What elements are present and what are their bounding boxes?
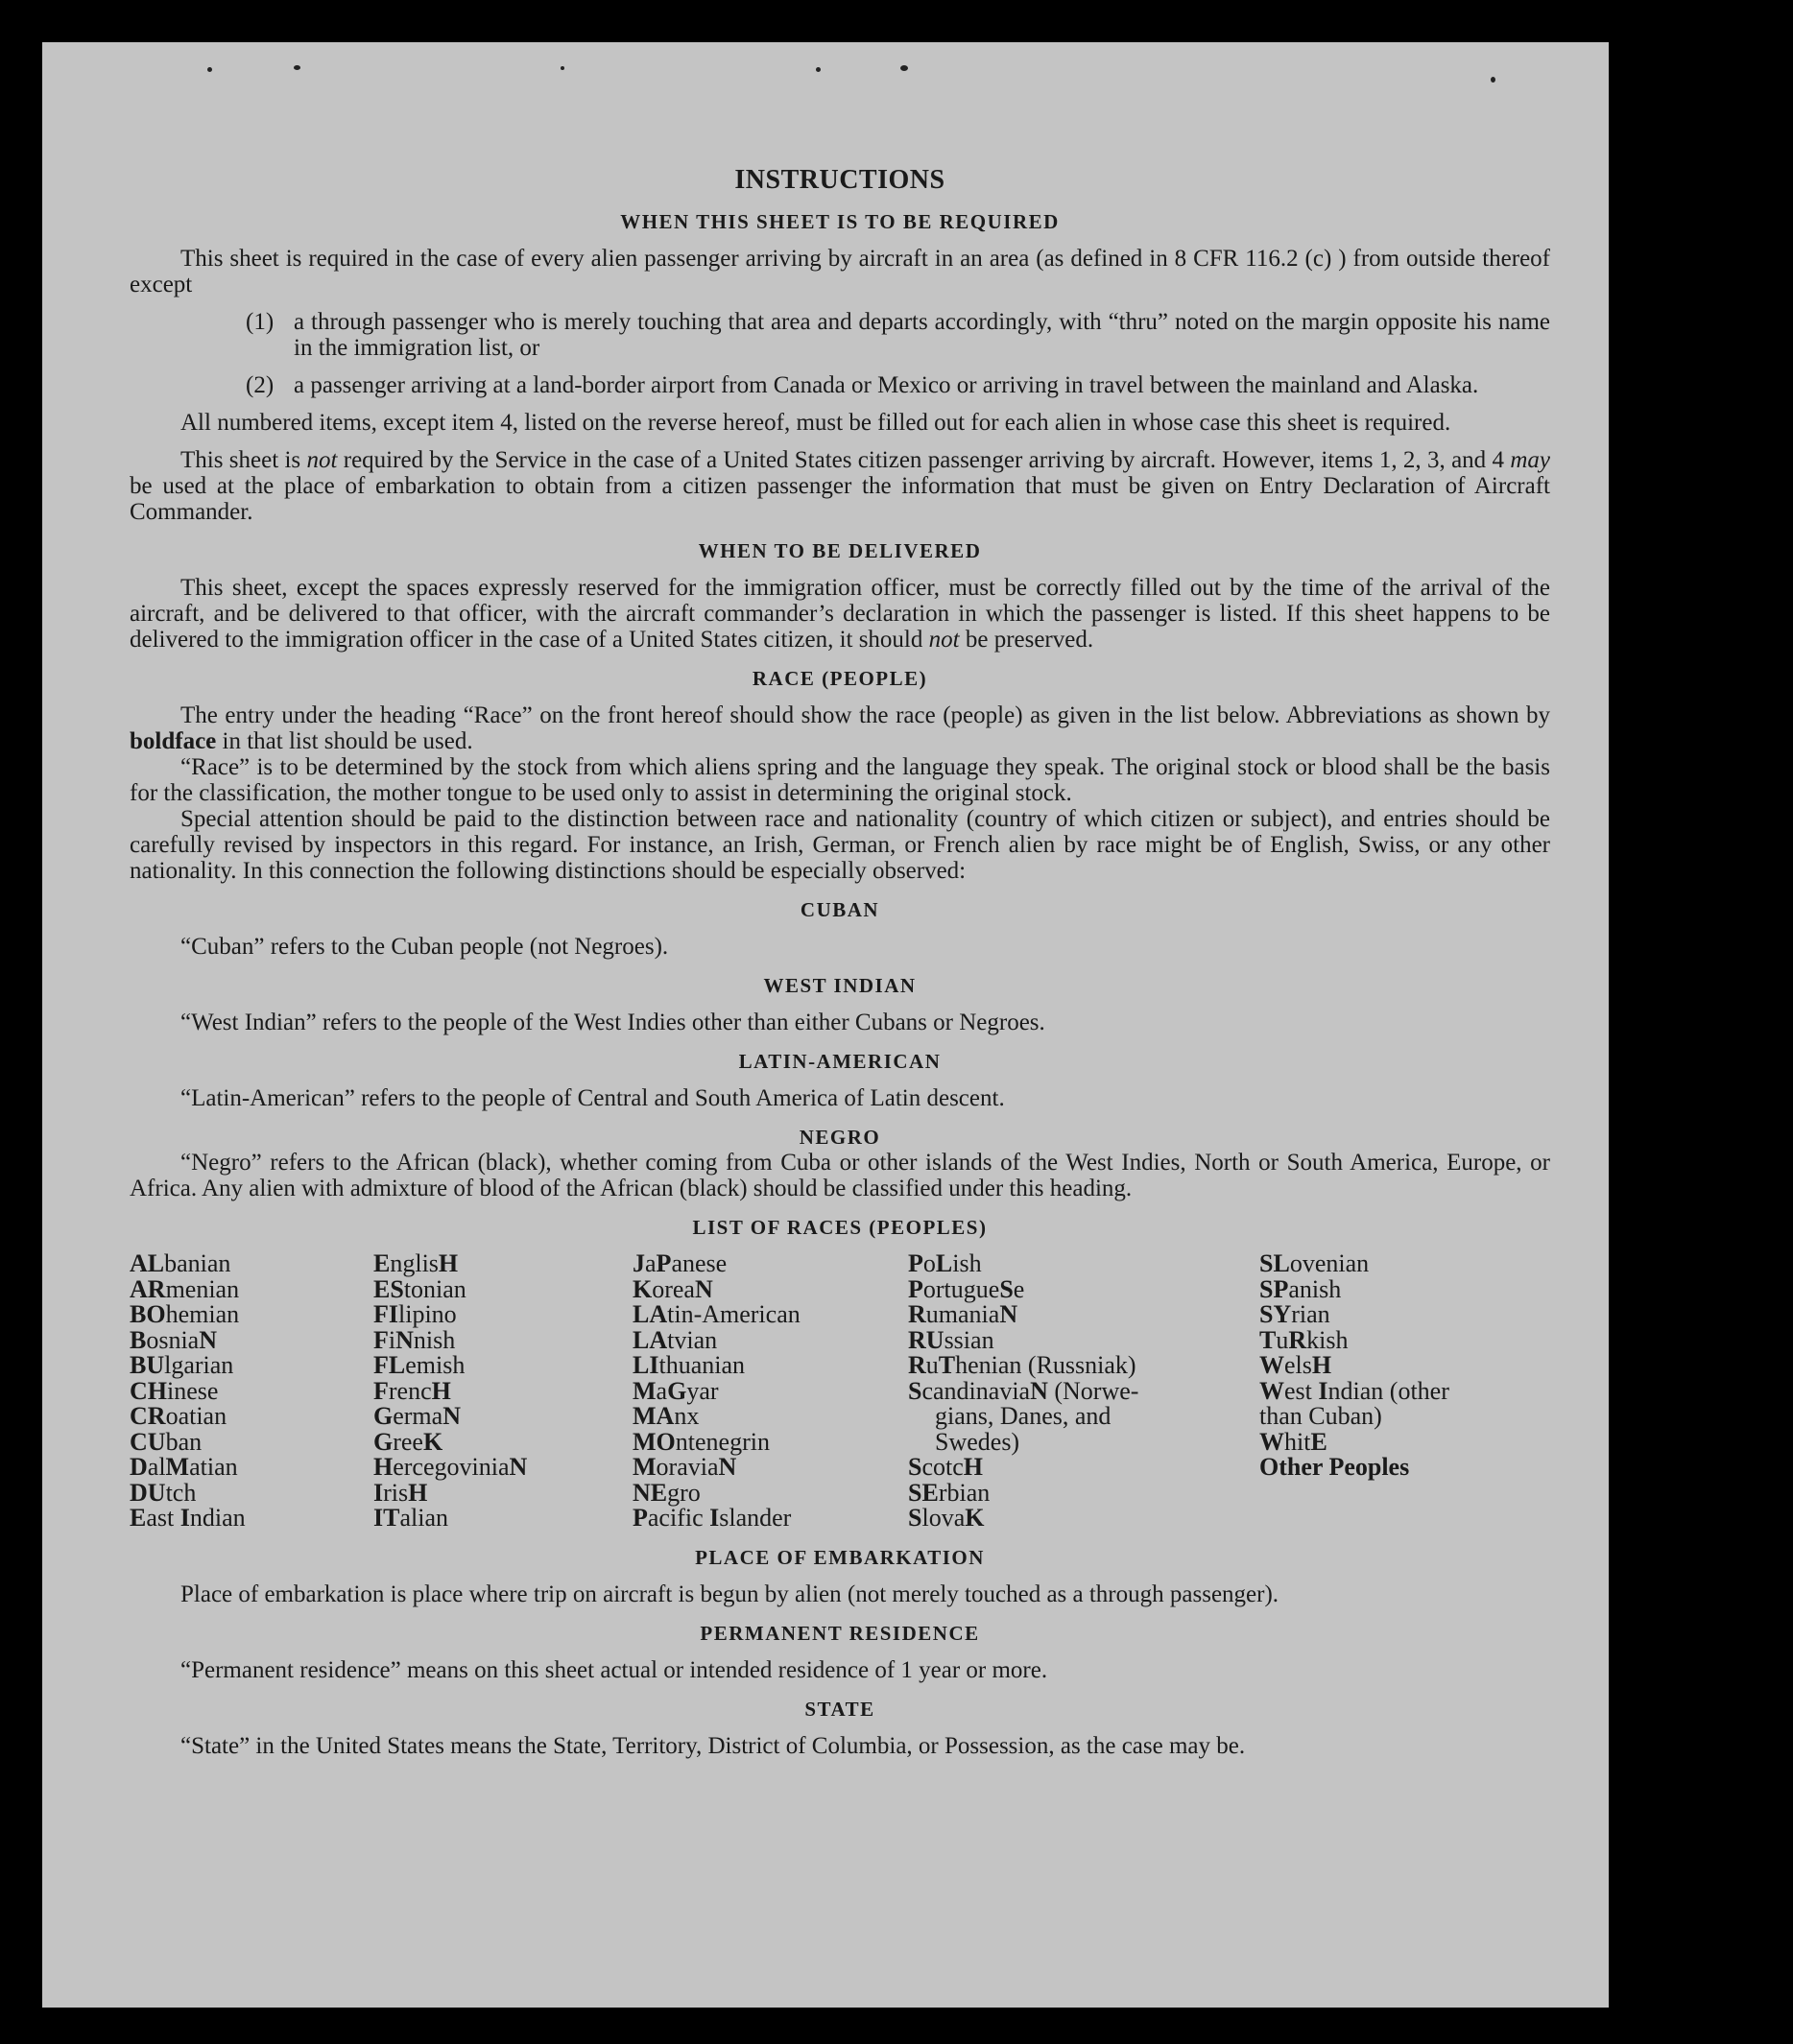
race-text: thuanian	[658, 1351, 745, 1379]
item-number: (2)	[246, 372, 275, 398]
race-entry	[130, 1404, 373, 1430]
race-entry	[130, 1427, 373, 1456]
race-entry	[373, 1506, 633, 1532]
item-text: a passenger arriving at a land-border airport from Canada or Mexico or arriving in travel between the mainland and Alaska.	[294, 372, 1479, 398]
race-text: hemian	[165, 1300, 240, 1328]
race-text: henian (Russniak)	[955, 1351, 1136, 1379]
section-heading-required: WHEN THIS SHEET IS TO BE REQUIRED	[620, 210, 1060, 233]
race-abbreviation: FL	[373, 1351, 406, 1379]
race-entry	[373, 1427, 633, 1456]
race-abbreviation: DU	[130, 1478, 166, 1507]
race-text: tin-American	[667, 1300, 801, 1328]
scan-speck	[900, 65, 908, 71]
race-abbreviation: W	[1259, 1427, 1284, 1456]
race-text: tvian	[667, 1325, 718, 1354]
races-column-1	[130, 1251, 373, 1532]
race-abbreviation: Other Peoples	[1259, 1453, 1410, 1481]
scan-speck	[1491, 77, 1495, 83]
race-abbreviation: K	[965, 1504, 985, 1532]
paragraph-negro: “Negro” refers to the African (black), whether coming from Cuba or other islands of the West Indies, North or South America, Europe, or Africa. Any alien with admixture of blood of the African (black) should be classified under this heading.	[130, 1150, 1550, 1201]
race-text: Swedes)	[935, 1427, 1020, 1456]
race-text: oravia	[656, 1453, 719, 1481]
page-title: INSTRUCTIONS	[734, 165, 945, 195]
race-text: anish	[1288, 1274, 1342, 1303]
race-text: banian	[164, 1249, 231, 1277]
scan-speck	[207, 67, 212, 72]
race-entry	[130, 1455, 373, 1481]
race-abbreviation: SP	[1259, 1274, 1289, 1303]
race-text: renc	[388, 1376, 432, 1405]
race-text: els	[1284, 1351, 1312, 1379]
text-run: The entry under the heading “Race” on the front hereof should show the race (people) as given in the list below. Abbreviations as shown by	[180, 702, 1550, 728]
race-entry	[130, 1325, 373, 1354]
race-abbreviation: I	[709, 1504, 720, 1532]
race-abbreviation: N	[1030, 1376, 1048, 1405]
paragraph-west-indian: “West Indian” refers to the people of the West Indies other than either Cubans or Negroes.	[180, 1010, 1045, 1035]
race-abbreviation: BO	[130, 1300, 166, 1328]
race-abbreviation: AL	[130, 1249, 165, 1277]
race-entry	[633, 1478, 908, 1507]
race-abbreviation: S	[908, 1453, 922, 1481]
race-abbreviation: E	[373, 1249, 391, 1277]
section-heading-delivered: WHEN TO BE DELIVERED	[698, 539, 982, 562]
race-text: ish	[952, 1249, 982, 1277]
race-abbreviation: MO	[633, 1427, 676, 1456]
race-abbreviation: H	[963, 1453, 984, 1481]
race-abbreviation: K	[422, 1427, 443, 1456]
race-abbreviation: P	[908, 1274, 923, 1303]
race-text: candinavia	[921, 1376, 1031, 1405]
race-text: emish	[405, 1351, 466, 1379]
paragraph-embarkation: Place of embarkation is place where trip on aircraft is begun by alien (not merely touched as a through passenger).	[180, 1581, 1279, 1607]
section-heading-latin-american: LATIN-AMERICAN	[738, 1050, 942, 1073]
race-abbreviation: H	[408, 1478, 428, 1507]
race-text: orea	[652, 1274, 695, 1303]
race-text: tch	[165, 1478, 197, 1507]
race-abbreviation: D	[130, 1453, 148, 1481]
paragraph-state: “State” in the United States means the State, Territory, District of Columbia, or Possession, as the case may be.	[180, 1732, 1246, 1759]
race-text: rian	[1291, 1300, 1330, 1328]
race-entry	[908, 1274, 1259, 1303]
races-column-4	[908, 1251, 1259, 1532]
race-entry	[373, 1274, 633, 1303]
race-abbreviation: H	[438, 1249, 459, 1277]
race-text: ssian	[944, 1325, 994, 1354]
race-entry	[1259, 1302, 1509, 1328]
scan-speck	[816, 67, 821, 72]
race-text: hit	[1284, 1427, 1311, 1456]
race-entry	[130, 1251, 373, 1277]
section-heading-race: RACE (PEOPLE)	[752, 667, 928, 690]
race-abbreviation: T	[1259, 1325, 1277, 1354]
race-text: yar	[686, 1376, 719, 1405]
race-entry	[373, 1376, 633, 1405]
race-entry	[633, 1274, 908, 1303]
race-text: nx	[674, 1402, 700, 1430]
race-abbreviation: B	[130, 1325, 147, 1354]
race-entry	[373, 1478, 633, 1507]
race-entry	[1259, 1353, 1509, 1379]
scan-speck	[561, 66, 564, 70]
race-abbreviation: N	[509, 1453, 528, 1481]
races-column-5	[1259, 1251, 1509, 1532]
race-text: ovenian	[1289, 1249, 1370, 1277]
emphasis-text: not	[928, 627, 960, 653]
race-entry	[130, 1302, 373, 1328]
race-abbreviation: AR	[130, 1274, 166, 1303]
race-entry	[1259, 1251, 1509, 1277]
race-text: ercegovinia	[393, 1453, 510, 1481]
race-abbreviation: W	[1259, 1351, 1284, 1379]
paragraph-race-stock: “Race” is to be determined by the stock from which aliens spring and the language they speak. The original stock or blood shall be the basis for the classification, the mother tongue to be used only to assist in determining the original stock.	[130, 754, 1550, 806]
race-abbreviation: S	[999, 1274, 1014, 1303]
race-text: acific	[647, 1504, 710, 1532]
race-entry	[1259, 1427, 1509, 1456]
section-heading-state: STATE	[804, 1697, 875, 1721]
race-entry	[908, 1325, 1259, 1354]
race-abbreviation: K	[633, 1274, 653, 1303]
race-text: lipino	[398, 1300, 457, 1328]
race-entry	[373, 1455, 633, 1481]
race-text: lgarian	[164, 1351, 234, 1379]
race-entry	[130, 1478, 373, 1507]
race-entry	[633, 1455, 908, 1481]
race-entry	[908, 1302, 1259, 1328]
section-heading-negro: NEGRO	[799, 1126, 881, 1149]
race-abbreviation: J	[633, 1249, 645, 1277]
race-entry	[1259, 1455, 1509, 1481]
race-abbreviation: I	[179, 1504, 190, 1532]
race-abbreviation: SE	[908, 1478, 939, 1507]
race-entry	[908, 1353, 1259, 1379]
race-text: oatian	[165, 1402, 227, 1430]
race-abbreviation: LA	[633, 1325, 668, 1354]
paragraph-numbered-items: All numbered items, except item 4, listed on the reverse hereof, must be filled out for each alien in whose case this sheet is required.	[180, 410, 1451, 436]
paragraph-race-nationality: Special attention should be paid to the distinction between race and nationality (country of which citizen or subject), and entries should be carefully revised by inspectors in this regard. For instance, an Irish, German, or French alien by race might be of English, Swiss, or any other nationality. In this connection the following distinctions should be especially observed:	[130, 806, 1550, 884]
race-text: cotc	[921, 1453, 964, 1481]
race-text: erma	[393, 1402, 443, 1430]
race-entry	[908, 1376, 1259, 1405]
race-text: nish	[413, 1325, 456, 1354]
race-text: ast	[146, 1504, 180, 1532]
race-abbreviation: M	[633, 1376, 657, 1405]
race-abbreviation: F	[373, 1376, 389, 1405]
item-text: a through passenger who is merely touching that area and departs accordingly, with “thru” noted on the margin opposite his name in the immigration list, or	[294, 309, 1550, 361]
race-entry	[908, 1251, 1259, 1277]
race-abbreviation: H	[373, 1453, 394, 1481]
text-run: be used at the place of embarkation to obtain from a citizen passenger the information that must be given on Entry Declaration of Aircraft Commander.	[130, 473, 1550, 525]
bold-text: boldface	[130, 728, 217, 754]
races-column-3	[633, 1251, 908, 1532]
race-abbreviation: NE	[633, 1478, 668, 1507]
race-entry	[908, 1478, 1259, 1507]
race-abbreviation: MA	[633, 1402, 675, 1430]
race-entry	[1259, 1404, 1509, 1430]
race-abbreviation: S	[908, 1504, 922, 1532]
race-abbreviation: FI	[373, 1300, 398, 1328]
race-abbreviation: CU	[130, 1427, 166, 1456]
race-text: est	[1284, 1376, 1319, 1405]
race-abbreviation: P	[633, 1504, 648, 1532]
race-text: ban	[165, 1427, 203, 1456]
race-entry	[373, 1404, 633, 1430]
race-entry	[633, 1404, 908, 1430]
race-entry	[1259, 1274, 1509, 1303]
scan-speck	[294, 65, 300, 70]
race-abbreviation: H	[431, 1376, 451, 1405]
race-entry	[633, 1251, 908, 1277]
race-abbreviation: M	[165, 1453, 190, 1481]
race-abbreviation: P	[656, 1249, 672, 1277]
race-entry	[373, 1302, 633, 1328]
text-run: This sheet, except the spaces expressly reserved for the immigration officer, must be correctly filled out by the time of the arrival of the aircraft, and be delivered to that officer, with the aircraft commander’s declaration in which the passenger is listed. If this sheet happens to be delivered to the immigration officer in the case of a United States citizen, it should	[130, 575, 1550, 653]
race-text: rbian	[938, 1478, 991, 1507]
race-abbreviation: SL	[1259, 1249, 1290, 1277]
race-abbreviation: G	[373, 1402, 394, 1430]
race-abbreviation: T	[938, 1351, 956, 1379]
race-entry	[908, 1455, 1259, 1481]
race-text: umania	[925, 1300, 1000, 1328]
race-entry	[633, 1353, 908, 1379]
race-abbreviation: H	[1311, 1351, 1332, 1379]
race-abbreviation: I	[373, 1478, 384, 1507]
race-text: ndian	[189, 1504, 246, 1532]
race-text: kish	[1306, 1325, 1349, 1354]
document-content	[130, 123, 1550, 1771]
race-entry	[130, 1353, 373, 1379]
race-text: o	[922, 1249, 936, 1277]
race-text: ree	[393, 1427, 423, 1456]
race-text: a	[645, 1249, 657, 1277]
section-heading-west-indian: WEST INDIAN	[763, 974, 917, 997]
race-text: alian	[399, 1504, 448, 1532]
section-heading-permanent-residence: PERMANENT RESIDENCE	[700, 1621, 980, 1645]
race-entry	[1259, 1376, 1509, 1405]
race-entry	[130, 1376, 373, 1405]
paragraph-permanent-residence: “Permanent residence” means on this sheet actual or intended residence of 1 year or more.	[180, 1656, 1048, 1683]
race-abbreviation: W	[1259, 1376, 1284, 1405]
race-abbreviation: G	[373, 1427, 394, 1456]
race-abbreviation: LI	[633, 1351, 659, 1379]
race-abbreviation: E	[1310, 1427, 1327, 1456]
list-item-exception-1	[130, 309, 1550, 361]
race-text: u	[1276, 1325, 1289, 1354]
emphasis-text: may	[1510, 447, 1550, 473]
race-text: nglis	[390, 1249, 439, 1277]
text-run: be preserved.	[959, 627, 1094, 653]
race-abbreviation: G	[667, 1376, 687, 1405]
race-entry	[633, 1376, 908, 1405]
race-abbreviation: N	[999, 1300, 1018, 1328]
race-text: ortugue	[922, 1274, 1000, 1303]
race-abbreviation: N	[442, 1402, 461, 1430]
race-text: menian	[165, 1274, 240, 1303]
section-heading-cuban: CUBAN	[800, 898, 880, 921]
race-text: i	[388, 1325, 396, 1354]
race-abbreviation: N	[199, 1325, 218, 1354]
race-abbreviation: N	[718, 1453, 737, 1481]
section-heading-list-of-races: LIST OF RACES (PEOPLES)	[692, 1216, 988, 1239]
race-abbreviation: R	[1288, 1325, 1307, 1354]
document-sheet	[42, 42, 1609, 2008]
race-entry	[130, 1506, 373, 1532]
race-abbreviation: LA	[633, 1300, 668, 1328]
race-abbreviation: S	[908, 1376, 922, 1405]
race-abbreviation: R	[908, 1351, 926, 1379]
race-entry	[908, 1506, 1259, 1532]
race-text: ris	[383, 1478, 409, 1507]
race-abbreviation: RU	[908, 1325, 944, 1354]
race-text: tonian	[403, 1274, 466, 1303]
race-text: lova	[921, 1504, 966, 1532]
race-entry	[373, 1353, 633, 1379]
emphasis-text: not	[306, 447, 338, 473]
race-entry	[633, 1325, 908, 1354]
race-text: a	[656, 1376, 668, 1405]
race-entry	[1259, 1325, 1509, 1354]
race-text: e	[1013, 1274, 1025, 1303]
race-abbreviation: I	[1318, 1376, 1328, 1405]
race-text: al	[147, 1453, 166, 1481]
race-entry	[130, 1274, 373, 1303]
race-text: ntenegrin	[675, 1427, 770, 1456]
paragraph-delivered	[130, 575, 1550, 653]
race-text: slander	[719, 1504, 792, 1532]
race-abbreviation: N	[395, 1325, 414, 1354]
section-heading-embarkation: PLACE OF EMBARKATION	[695, 1545, 985, 1569]
race-entry-continuation	[908, 1404, 1259, 1430]
race-text: atian	[189, 1453, 238, 1481]
races-column-2	[373, 1251, 633, 1532]
race-entry	[633, 1302, 908, 1328]
item-number: (1)	[246, 309, 275, 335]
text-run: in that list should be used.	[216, 728, 473, 754]
race-abbreviation: P	[908, 1249, 923, 1277]
races-table	[130, 1251, 1550, 1532]
race-entry-continuation	[908, 1427, 1259, 1456]
race-text: u	[925, 1351, 939, 1379]
race-abbreviation: IT	[373, 1504, 400, 1532]
race-text: gians, Danes, and	[935, 1402, 1112, 1430]
race-text: inese	[167, 1376, 219, 1405]
race-text: gro	[667, 1478, 701, 1507]
race-text: ndian (other	[1327, 1376, 1449, 1405]
race-entry	[633, 1427, 908, 1456]
race-text: anese	[671, 1249, 728, 1277]
paragraph-required-intro: This sheet is required in the case of every alien passenger arriving by aircraft in an area (as defined in 8 CFR 116.2 (c) ) from outside thereof except	[130, 246, 1550, 297]
race-text: osnia	[146, 1325, 200, 1354]
race-abbreviation: L	[935, 1249, 953, 1277]
race-entry	[633, 1506, 908, 1532]
race-abbreviation: N	[694, 1274, 713, 1303]
race-abbreviation: CH	[130, 1376, 167, 1405]
race-abbreviation: SY	[1259, 1300, 1292, 1328]
paragraph-citizen	[130, 447, 1550, 525]
paragraph-race-entry	[130, 702, 1550, 754]
race-abbreviation: ES	[373, 1274, 404, 1303]
list-item-exception-2	[130, 372, 1550, 398]
race-abbreviation: CR	[130, 1402, 166, 1430]
race-abbreviation: R	[908, 1300, 926, 1328]
text-run: required by the Service in the case of a United States citizen passenger arriving by aircraft. However, items 1, 2, 3, and 4	[337, 447, 1511, 473]
race-abbreviation: M	[633, 1453, 657, 1481]
race-text: than Cuban)	[1259, 1402, 1382, 1430]
paragraph-latin-american: “Latin-American” refers to the people of Central and South America of Latin descent.	[180, 1085, 1005, 1111]
race-entry	[373, 1251, 633, 1277]
race-abbreviation: E	[130, 1504, 147, 1532]
race-abbreviation: F	[373, 1325, 389, 1354]
race-entry	[373, 1325, 633, 1354]
race-text: (Norwe-	[1047, 1376, 1139, 1405]
text-run: This sheet is	[180, 447, 307, 473]
race-abbreviation: BU	[130, 1351, 165, 1379]
paragraph-cuban: “Cuban” refers to the Cuban people (not Negroes).	[180, 934, 669, 960]
